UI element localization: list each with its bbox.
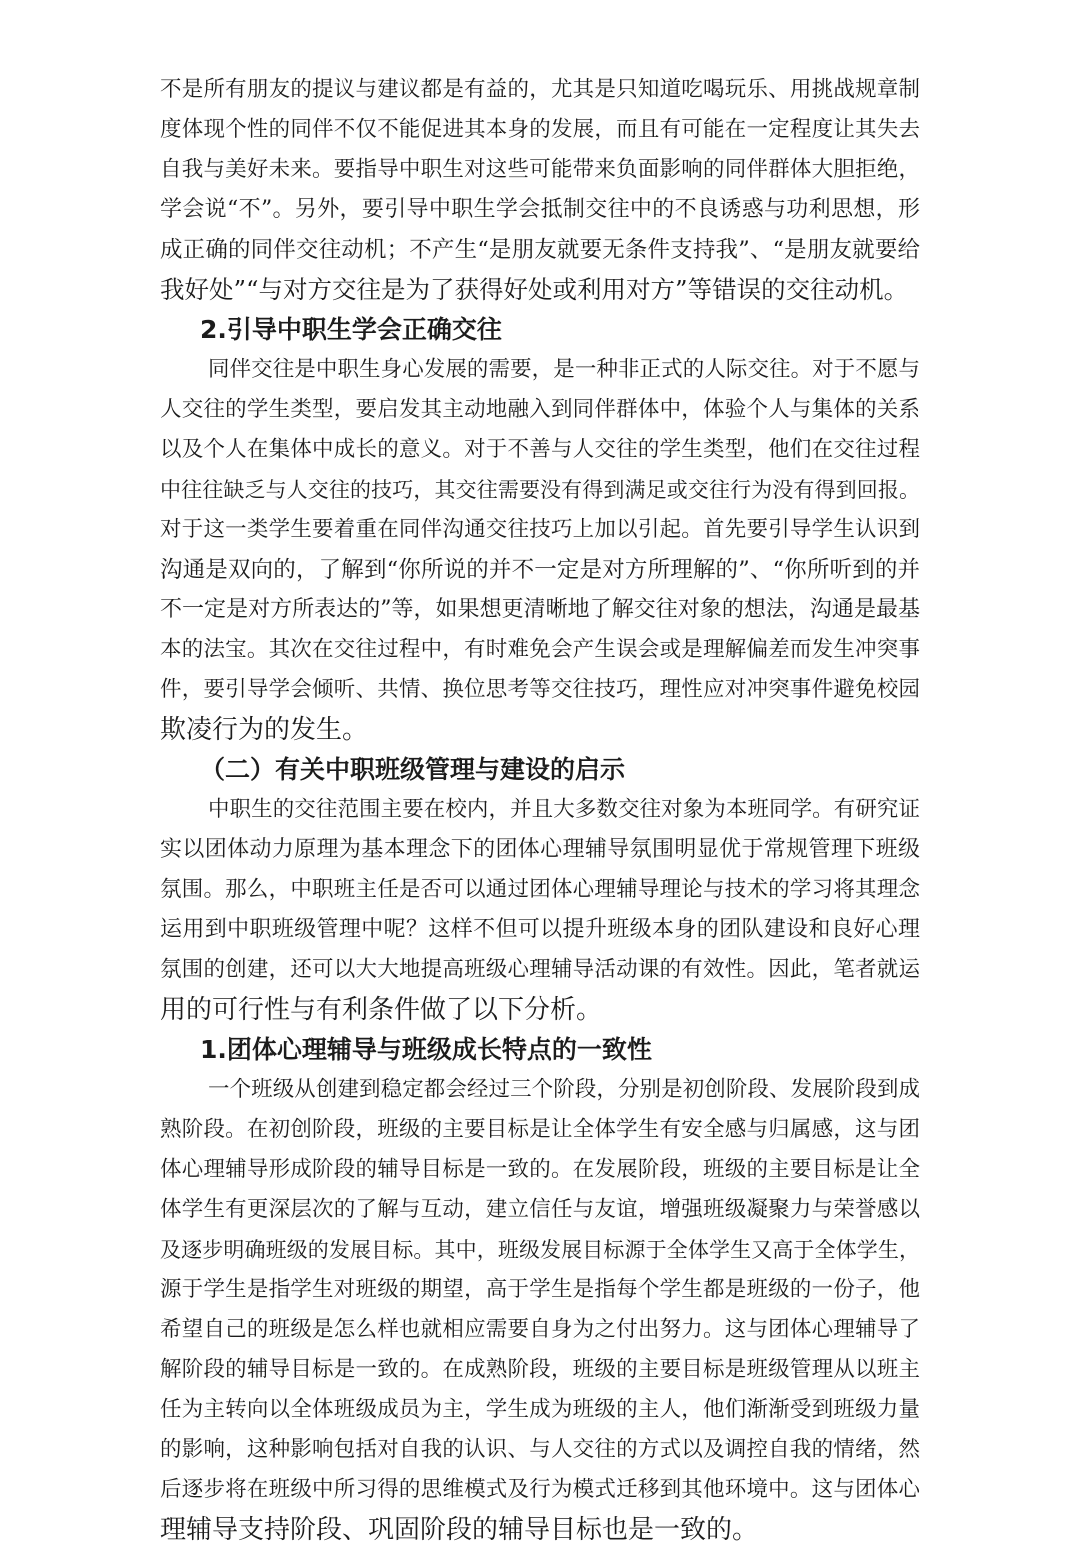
text-line: 同伴交往是中职生身心发展的需要，是一种非正式的人际交往。对于不愿与 [208, 357, 920, 382]
text-line: 及逐步明确班级的发展目标。其中，班级发展目标源于全体学生又高于全体学生， [160, 1238, 920, 1262]
text-line: 熟阶段。在初创阶段，班级的主要目标是让全体学生有安全感与归属感，这与团 [160, 1117, 920, 1142]
text-line: 件，要引导学会倾听、共情、换位思考等交往技巧，理性应对冲突事件避免校园 [160, 677, 920, 702]
text-line: 氛围的创建，还可以大大地提高班级心理辅导活动课的有效性。因此，笔者就运 [160, 957, 920, 982]
text-line: 成正确的同伴交往动机；不产生“是朋友就要无条件支持我”、“是朋友就要给 [160, 237, 920, 263]
document-page [160, 70, 920, 1550]
text-line: 对于这一类学生要着重在同伴沟通交往技巧上加以引起。首先要引导学生认识到 [160, 517, 920, 542]
text-line: 体心理辅导形成阶段的辅导目标是一致的。在发展阶段，班级的主要目标是让全 [160, 1157, 920, 1182]
text-line: 本的法宝。其次在交往过程中，有时难免会产生误会或是理解偏差而发生冲突事 [160, 637, 920, 662]
paragraph-peer-refusal [160, 70, 920, 310]
text-line: 的影响，这种影响包括对自我的认识、与人交往的方式以及调控自我的情绪，然 [160, 1437, 920, 1462]
text-line: 以及个人在集体中成长的意义。对于不善与人交往的学生类型，他们在交往过程 [160, 437, 920, 462]
text-line: 自我与美好未来。要指导中职生对这些可能带来负面影响的同伴群体大胆拒绝， [160, 157, 920, 182]
text-line: 希望自己的班级是怎么样也就相应需要自身为之付出努力。这与团体心理辅导了 [160, 1317, 920, 1342]
paragraph-class-growth-stages [160, 1070, 920, 1550]
text-line: 欺凌行为的发生。 [160, 715, 369, 745]
text-line: 不一定是对方所表达的”等，如果想更清晰地了解交往对象的想法，沟通是最基 [160, 597, 920, 622]
text-line: 人交往的学生类型，要启发其主动地融入到同伴群体中，体验个人与集体的关系 [160, 397, 920, 422]
text-line: 源于学生是指学生对班级的期望，高于学生是指每个学生都是班级的一份子，他 [160, 1277, 920, 1302]
text-line: 不是所有朋友的提议与建议都是有益的，尤其是只知道吃喝玩乐、用挑战规章制 [160, 77, 920, 102]
text-line: 后逐步将在班级中所习得的思维模式及行为模式迁移到其他环境中。这与团体心 [160, 1477, 920, 1502]
text-line: 用的可行性与有利条件做了以下分析。 [160, 995, 603, 1025]
heading-correct-interaction: 2.引导中职生学会正确交往 [200, 315, 502, 344]
paragraph-class-management [160, 790, 920, 1030]
text-line: 实以团体动力原理为基本理念下的团体心理辅导氛围明显优于常规管理下班级 [160, 837, 920, 862]
text-line: 一个班级从创建到稳定都会经过三个阶段，分别是初创阶段、发展阶段到成 [208, 1077, 920, 1102]
text-line: 学会说“不”。另外，要引导中职生学会抵制交往中的不良诱惑与功利思想，形 [160, 197, 920, 222]
text-line: 任为主转向以全体班级成员为主，学生成为班级的主人，他们渐渐受到班级力量 [160, 1397, 920, 1422]
text-line: 我好处”“与对方交往是为了获得好处或利用对方”等错误的交往动机。 [160, 275, 909, 304]
section-heading-class-management: （二）有关中职班级管理与建设的启示 [200, 755, 626, 784]
heading-group-counseling-consistency: 1.团体心理辅导与班级成长特点的一致性 [200, 1035, 652, 1064]
text-line: 中职生的交往范围主要在校内，并且大多数交往对象为本班同学。有研究证 [208, 797, 920, 822]
text-line: 运用到中职班级管理中呢？这样不但可以提升班级本身的团队建设和良好心理 [160, 917, 920, 942]
text-line: 解阶段的辅导目标是一致的。在成熟阶段，班级的主要目标是班级管理从以班主 [160, 1357, 920, 1382]
text-line: 沟通是双向的，了解到“你所说的并不一定是对方所理解的”、“你所听到的并 [160, 557, 920, 583]
text-line: 度体现个性的同伴不仅不能促进其本身的发展，而且有可能在一定程度让其失去 [160, 117, 920, 142]
text-line: 氛围。那么，中职班主任是否可以通过团体心理辅导理论与技术的学习将其理念 [160, 877, 920, 902]
text-line: 理辅导支持阶段、巩固阶段的辅导目标也是一致的。 [160, 1515, 759, 1545]
text-line: 中往往缺乏与人交往的技巧，其交往需要没有得到满足或交往行为没有得到回报。 [160, 478, 920, 502]
text-line: 体学生有更深层次的了解与互动，建立信任与友谊，增强班级凝聚力与荣誉感以 [160, 1197, 920, 1222]
paragraph-peer-interaction [160, 350, 920, 750]
